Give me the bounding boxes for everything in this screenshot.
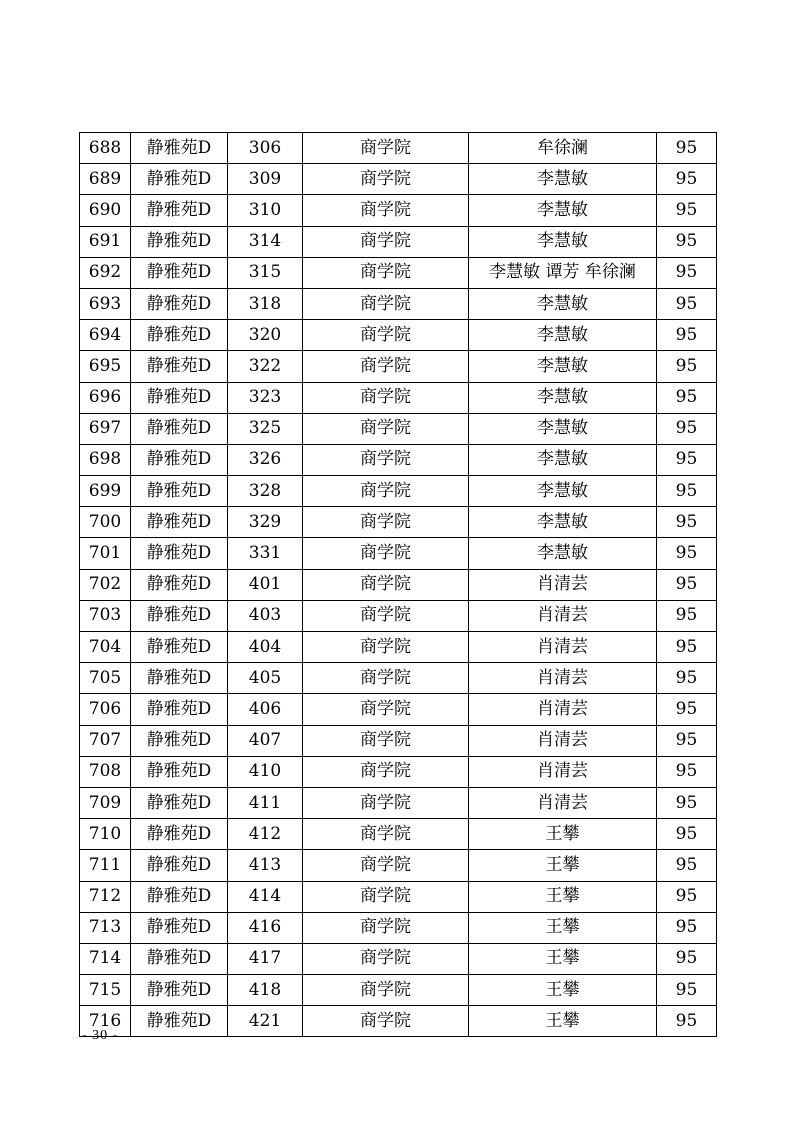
college-cell: 商学院: [303, 507, 469, 538]
building-cell: 静雅苑D: [131, 133, 228, 164]
building-cell: 静雅苑D: [131, 320, 228, 351]
college-cell: 商学院: [303, 694, 469, 725]
score-cell: 95: [657, 164, 717, 195]
teacher-cell: 王攀: [469, 912, 657, 943]
room-cell: 310: [228, 195, 303, 226]
college-cell: 商学院: [303, 632, 469, 663]
college-cell: 商学院: [303, 351, 469, 382]
row-number-cell: 697: [80, 413, 131, 444]
teacher-cell: 李慧敏: [469, 507, 657, 538]
score-cell: 95: [657, 382, 717, 413]
table-row: [80, 476, 717, 507]
teacher-cell: 牟徐澜: [469, 133, 657, 164]
score-cell: 95: [657, 569, 717, 600]
row-number-cell: 691: [80, 226, 131, 257]
building-cell: 静雅苑D: [131, 538, 228, 569]
teacher-cell: 李慧敏: [469, 226, 657, 257]
table-row: [80, 912, 717, 943]
room-cell: 407: [228, 725, 303, 756]
room-cell: 404: [228, 632, 303, 663]
room-cell: 328: [228, 476, 303, 507]
table-row: [80, 819, 717, 850]
score-cell: 95: [657, 725, 717, 756]
teacher-cell: 肖清芸: [469, 694, 657, 725]
building-cell: 静雅苑D: [131, 694, 228, 725]
table-row: [80, 257, 717, 288]
score-cell: 95: [657, 413, 717, 444]
score-cell: 95: [657, 600, 717, 631]
college-cell: 商学院: [303, 133, 469, 164]
building-cell: 静雅苑D: [131, 226, 228, 257]
college-cell: 商学院: [303, 756, 469, 787]
building-cell: 静雅苑D: [131, 195, 228, 226]
teacher-cell: 王攀: [469, 881, 657, 912]
row-number-cell: 688: [80, 133, 131, 164]
teacher-cell: 王攀: [469, 1006, 657, 1037]
dormitory-score-table: [79, 132, 717, 1037]
teacher-cell: 李慧敏: [469, 288, 657, 319]
room-cell: 421: [228, 1006, 303, 1037]
score-cell: 95: [657, 226, 717, 257]
college-cell: 商学院: [303, 320, 469, 351]
score-cell: 95: [657, 943, 717, 974]
college-cell: 商学院: [303, 975, 469, 1006]
college-cell: 商学院: [303, 382, 469, 413]
college-cell: 商学院: [303, 413, 469, 444]
room-cell: 314: [228, 226, 303, 257]
score-cell: 95: [657, 787, 717, 818]
teacher-cell: 李慧敏: [469, 351, 657, 382]
row-number-cell: 699: [80, 476, 131, 507]
building-cell: 静雅苑D: [131, 1006, 228, 1037]
table-row: [80, 226, 717, 257]
teacher-cell: 李慧敏: [469, 538, 657, 569]
room-cell: 412: [228, 819, 303, 850]
page-number: - 30 -: [82, 1028, 119, 1043]
row-number-cell: 704: [80, 632, 131, 663]
building-cell: 静雅苑D: [131, 756, 228, 787]
score-cell: 95: [657, 507, 717, 538]
room-cell: 418: [228, 975, 303, 1006]
college-cell: 商学院: [303, 600, 469, 631]
row-number-cell: 689: [80, 164, 131, 195]
row-number-cell: 712: [80, 881, 131, 912]
building-cell: 静雅苑D: [131, 881, 228, 912]
building-cell: 静雅苑D: [131, 850, 228, 881]
row-number-cell: 714: [80, 943, 131, 974]
college-cell: 商学院: [303, 476, 469, 507]
row-number-cell: 705: [80, 663, 131, 694]
college-cell: 商学院: [303, 569, 469, 600]
score-cell: 95: [657, 444, 717, 475]
table-row: [80, 195, 717, 226]
table-row: [80, 632, 717, 663]
row-number-cell: 716: [80, 1006, 131, 1037]
table-row: [80, 320, 717, 351]
room-cell: 325: [228, 413, 303, 444]
teacher-cell: 王攀: [469, 975, 657, 1006]
college-cell: 商学院: [303, 195, 469, 226]
teacher-cell: 李慧敏: [469, 444, 657, 475]
room-cell: 413: [228, 850, 303, 881]
teacher-cell: 李慧敏: [469, 320, 657, 351]
room-cell: 322: [228, 351, 303, 382]
row-number-cell: 706: [80, 694, 131, 725]
college-cell: 商学院: [303, 444, 469, 475]
room-cell: 323: [228, 382, 303, 413]
table-row: [80, 413, 717, 444]
building-cell: 静雅苑D: [131, 413, 228, 444]
score-cell: 95: [657, 819, 717, 850]
college-cell: 商学院: [303, 725, 469, 756]
teacher-cell: 肖清芸: [469, 569, 657, 600]
row-number-cell: 715: [80, 975, 131, 1006]
room-cell: 306: [228, 133, 303, 164]
row-number-cell: 713: [80, 912, 131, 943]
teacher-cell: 李慧敏 谭芳 牟徐澜: [469, 257, 657, 288]
college-cell: 商学院: [303, 663, 469, 694]
building-cell: 静雅苑D: [131, 787, 228, 818]
score-cell: 95: [657, 756, 717, 787]
room-cell: 405: [228, 663, 303, 694]
room-cell: 318: [228, 288, 303, 319]
teacher-cell: 李慧敏: [469, 476, 657, 507]
score-cell: 95: [657, 351, 717, 382]
row-number-cell: 695: [80, 351, 131, 382]
row-number-cell: 707: [80, 725, 131, 756]
teacher-cell: 李慧敏: [469, 195, 657, 226]
college-cell: 商学院: [303, 850, 469, 881]
row-number-cell: 701: [80, 538, 131, 569]
teacher-cell: 肖清芸: [469, 787, 657, 818]
teacher-cell: 肖清芸: [469, 756, 657, 787]
table-row: [80, 351, 717, 382]
table-row: [80, 164, 717, 195]
table-row: [80, 725, 717, 756]
building-cell: 静雅苑D: [131, 164, 228, 195]
score-cell: 95: [657, 288, 717, 319]
room-cell: 331: [228, 538, 303, 569]
row-number-cell: 710: [80, 819, 131, 850]
building-cell: 静雅苑D: [131, 257, 228, 288]
building-cell: 静雅苑D: [131, 569, 228, 600]
table-row: [80, 538, 717, 569]
score-cell: 95: [657, 1006, 717, 1037]
room-cell: 326: [228, 444, 303, 475]
row-number-cell: 709: [80, 787, 131, 818]
college-cell: 商学院: [303, 226, 469, 257]
score-cell: 95: [657, 538, 717, 569]
teacher-cell: 肖清芸: [469, 632, 657, 663]
score-cell: 95: [657, 320, 717, 351]
row-number-cell: 690: [80, 195, 131, 226]
score-cell: 95: [657, 694, 717, 725]
score-cell: 95: [657, 476, 717, 507]
teacher-cell: 李慧敏: [469, 164, 657, 195]
building-cell: 静雅苑D: [131, 912, 228, 943]
teacher-cell: 肖清芸: [469, 600, 657, 631]
table-row: [80, 881, 717, 912]
room-cell: 417: [228, 943, 303, 974]
teacher-cell: 王攀: [469, 943, 657, 974]
row-number-cell: 692: [80, 257, 131, 288]
room-cell: 406: [228, 694, 303, 725]
building-cell: 静雅苑D: [131, 600, 228, 631]
college-cell: 商学院: [303, 164, 469, 195]
room-cell: 401: [228, 569, 303, 600]
table-row: [80, 1006, 717, 1037]
building-cell: 静雅苑D: [131, 382, 228, 413]
table-row: [80, 288, 717, 319]
building-cell: 静雅苑D: [131, 975, 228, 1006]
teacher-cell: 肖清芸: [469, 663, 657, 694]
score-cell: 95: [657, 632, 717, 663]
building-cell: 静雅苑D: [131, 663, 228, 694]
row-number-cell: 694: [80, 320, 131, 351]
college-cell: 商学院: [303, 881, 469, 912]
row-number-cell: 700: [80, 507, 131, 538]
teacher-cell: 王攀: [469, 850, 657, 881]
room-cell: 329: [228, 507, 303, 538]
building-cell: 静雅苑D: [131, 351, 228, 382]
teacher-cell: 李慧敏: [469, 382, 657, 413]
room-cell: 315: [228, 257, 303, 288]
room-cell: 416: [228, 912, 303, 943]
score-cell: 95: [657, 912, 717, 943]
room-cell: 403: [228, 600, 303, 631]
row-number-cell: 708: [80, 756, 131, 787]
teacher-cell: 肖清芸: [469, 725, 657, 756]
score-cell: 95: [657, 663, 717, 694]
college-cell: 商学院: [303, 943, 469, 974]
building-cell: 静雅苑D: [131, 632, 228, 663]
building-cell: 静雅苑D: [131, 476, 228, 507]
college-cell: 商学院: [303, 819, 469, 850]
table-row: [80, 600, 717, 631]
table-row: [80, 943, 717, 974]
table-row: [80, 569, 717, 600]
score-cell: 95: [657, 881, 717, 912]
room-cell: 320: [228, 320, 303, 351]
college-cell: 商学院: [303, 1006, 469, 1037]
table-row: [80, 133, 717, 164]
college-cell: 商学院: [303, 288, 469, 319]
table-row: [80, 444, 717, 475]
building-cell: 静雅苑D: [131, 288, 228, 319]
room-cell: 414: [228, 881, 303, 912]
college-cell: 商学院: [303, 257, 469, 288]
college-cell: 商学院: [303, 787, 469, 818]
score-cell: 95: [657, 975, 717, 1006]
building-cell: 静雅苑D: [131, 943, 228, 974]
score-cell: 95: [657, 195, 717, 226]
table-row: [80, 850, 717, 881]
college-cell: 商学院: [303, 912, 469, 943]
table-row: [80, 787, 717, 818]
table-row: [80, 756, 717, 787]
table-row: [80, 382, 717, 413]
row-number-cell: 693: [80, 288, 131, 319]
score-cell: 95: [657, 850, 717, 881]
score-cell: 95: [657, 257, 717, 288]
table-row: [80, 507, 717, 538]
table-row: [80, 663, 717, 694]
teacher-cell: 李慧敏: [469, 413, 657, 444]
row-number-cell: 702: [80, 569, 131, 600]
row-number-cell: 696: [80, 382, 131, 413]
room-cell: 411: [228, 787, 303, 818]
row-number-cell: 703: [80, 600, 131, 631]
room-cell: 410: [228, 756, 303, 787]
college-cell: 商学院: [303, 538, 469, 569]
building-cell: 静雅苑D: [131, 819, 228, 850]
row-number-cell: 698: [80, 444, 131, 475]
room-cell: 309: [228, 164, 303, 195]
building-cell: 静雅苑D: [131, 725, 228, 756]
table-body: [80, 133, 717, 1037]
teacher-cell: 王攀: [469, 819, 657, 850]
table-row: [80, 975, 717, 1006]
row-number-cell: 711: [80, 850, 131, 881]
building-cell: 静雅苑D: [131, 444, 228, 475]
table-row: [80, 694, 717, 725]
score-cell: 95: [657, 133, 717, 164]
building-cell: 静雅苑D: [131, 507, 228, 538]
